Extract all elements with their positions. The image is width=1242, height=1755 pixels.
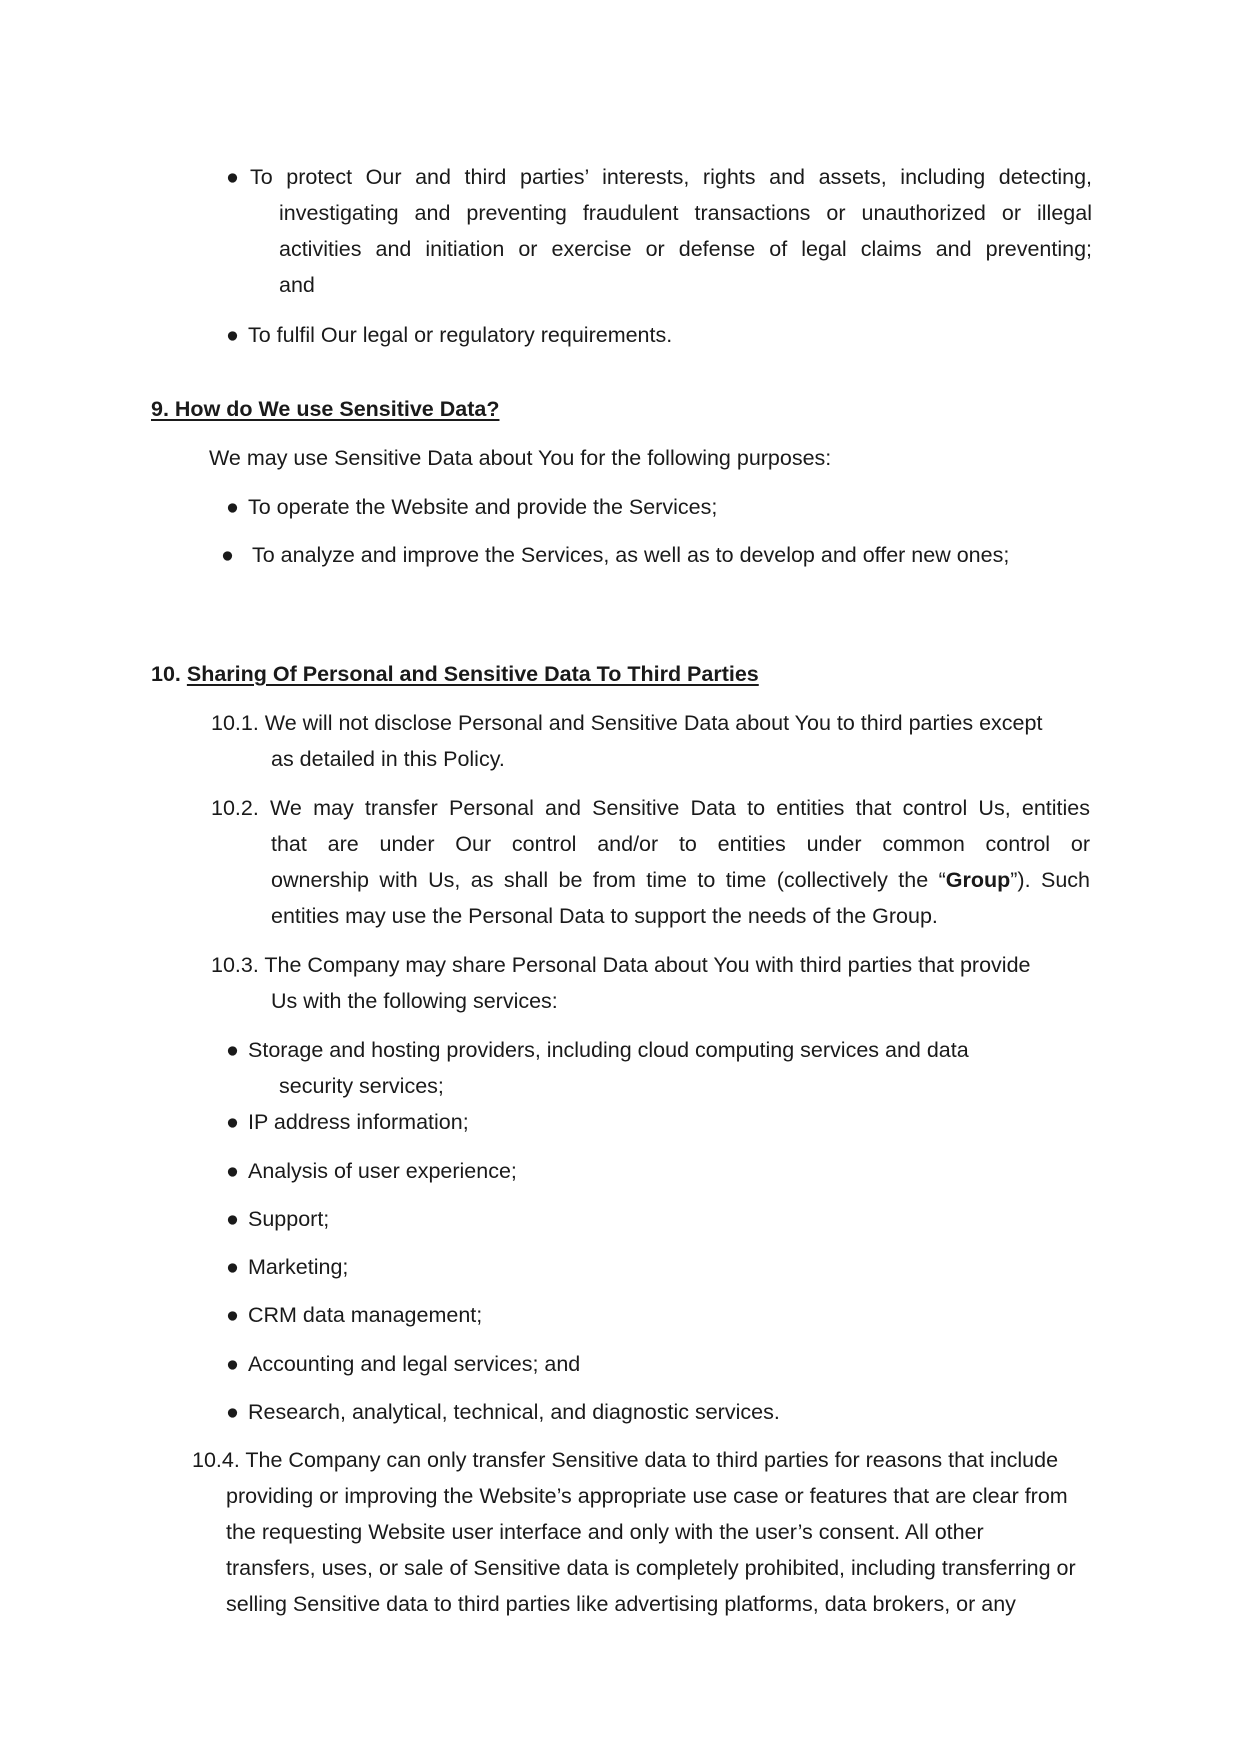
bullet-marker: ● [226,1303,239,1327]
clause-line: providing or improving the Website’s appropriate use case or features that are clear from [226,1484,1068,1508]
bullet-marker: ● [226,1352,239,1376]
list-item: Accounting and legal services; and [248,1352,581,1376]
list-item: Marketing; [248,1255,349,1279]
section-heading: 9. How do We use Sensitive Data? [151,397,500,421]
list-item-line: investigating and preventing fraudulent transactions or unauthorized or illegal [279,201,1092,225]
bullet-marker: ● [226,1400,239,1424]
list-item: Research, analytical, technical, and diagnostic services. [248,1400,780,1424]
list-item: To fulfil Our legal or regulatory requirements. [248,323,673,347]
list-item-line: Storage and hosting providers, including cloud computing services and data [248,1038,969,1062]
clause-line: the requesting Website user interface and only with the user’s consent. All other [226,1520,984,1544]
clause-line: 10.1. We will not disclose Personal and Sensitive Data about You to third parties except [211,711,1043,735]
bullet-marker: ● [226,1207,239,1231]
section-number: 10. [151,662,181,686]
group-term: Group [945,868,1011,892]
list-item: To operate the Website and provide the Services; [248,495,718,519]
clause-line: entities may use the Personal Data to support the needs of the Group. [271,904,938,928]
list-item: IP address information; [248,1110,469,1134]
list-item-line: and [279,273,315,297]
list-item-line: activities and initiation or exercise or defense of legal claims and preventing; [279,237,1092,261]
list-item: CRM data management; [248,1303,483,1327]
bullet-marker: ● [226,1255,239,1279]
clause-line: as detailed in this Policy. [271,747,505,771]
list-item-line: To protect Our and third parties’ interests, rights and assets, including detecting, [250,165,1092,189]
clause-line: 10.2. We may transfer Personal and Sensitive Data to entities that control Us, entities [211,796,1090,820]
list-item: Support; [248,1207,330,1231]
bullet-marker: ● [226,165,239,189]
clause-line: that are under Our control and/or to entities under common control or [271,832,1090,856]
bullet-marker: ● [221,543,234,567]
clause-line: Us with the following services: [271,989,558,1013]
clause-line: 10.4. The Company can only transfer Sensitive data to third parties for reasons that include [192,1448,1059,1472]
bullet-marker: ● [226,1110,239,1134]
bullet-marker: ● [226,323,239,347]
list-item: Analysis of user experience; [248,1159,517,1183]
clause-line: ownership with Us, as shall be from time to time (collectively the “Group”). Such [271,868,1090,892]
clause-line: 10.3. The Company may share Personal Data about You with third parties that provide [211,953,1031,977]
clause-line: transfers, uses, or sale of Sensitive data is completely prohibited, including transferring or [226,1556,1076,1580]
section-title: Sharing Of Personal and Sensitive Data To Third Parties [186,662,759,686]
list-item-line: security services; [279,1074,444,1098]
bullet-marker: ● [226,495,239,519]
bullet-marker: ● [226,1159,239,1183]
paragraph: We may use Sensitive Data about You for the following purposes: [209,446,832,470]
section-heading [151,662,759,687]
list-item: To analyze and improve the Services, as well as to develop and offer new ones; [252,543,1010,567]
bullet-marker: ● [226,1038,239,1062]
clause-line: selling Sensitive data to third parties like advertising platforms, data brokers, or any [226,1592,1016,1616]
